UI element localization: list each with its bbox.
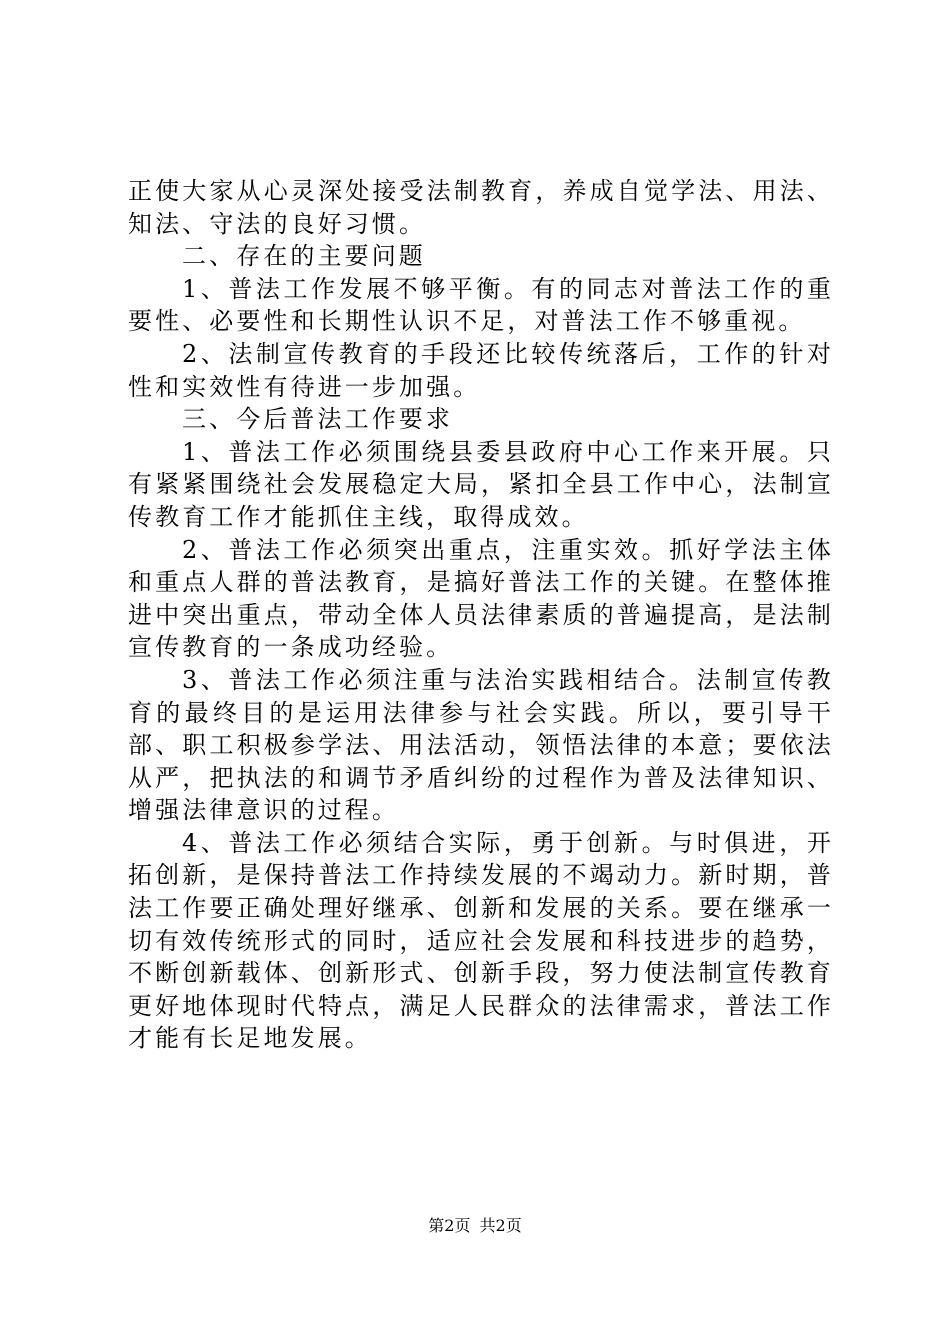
paragraph-requirement-1: 1、普法工作必须围绕县委县政府中心工作来开展。只有紧紧围绕社会发展稳定大局，紧扣全县工作中心，法制宣传教育工作才能抓住主线，取得成效。 [128, 437, 834, 531]
page-number: 第2页 [428, 1216, 471, 1235]
page-total: 共2页 [479, 1216, 522, 1235]
paragraph-problem-2: 2、法制宣传教育的手段还比较传统落后，工作的针对性和实效性有待进一步加强。 [128, 339, 834, 401]
section-heading-problems: 二、存在的主要问题 [182, 242, 426, 271]
paragraph-requirement-2: 2、普法工作必须突出重点，注重实效。抓好学法主体和重点人群的普法教育，是搞好普法工作的关键。在整体推进中突出重点，带动全体人员法律素质的普遍提高，是法制宣传教育的一条成功经验。 [128, 535, 834, 662]
document-body [128, 175, 834, 1055]
paragraph-problem-1: 1、普法工作发展不够平衡。有的同志对普法工作的重要性、必要性和长期性认识不足，对普法工作不够重视。 [128, 274, 834, 336]
paragraph-requirement-3: 3、普法工作必须注重与法治实践相结合。法制宣传教育的最终目的是运用法律参与社会实践。所以，要引导干部、职工积极参学法、用法活动，领悟法律的本意；要依法从严，把执法的和调节矛盾纠纷的过程作为普及法律知识、增强法律意识的过程。 [128, 665, 834, 825]
paragraph-continuation: 正使大家从心灵深处接受法制教育，养成自觉学法、用法、知法、守法的良好习惯。 [128, 177, 834, 238]
page-footer [0, 1216, 950, 1236]
section-heading-requirements: 三、今后普法工作要求 [182, 405, 453, 434]
paragraph-requirement-4: 4、普法工作必须结合实际，勇于创新。与时俱进，开拓创新，是保持普法工作持续发展的不竭动力。新时期，普法工作要正确处理好继承、创新和发展的关系。要在继承一切有效传统形式的同时，适应社会发展和科技进步的趋势，不断创新载体、创新形式、创新手段，努力使法制宣传教育更好地体现时代特点，满足人民群众的法律需求，普法工作才能有长足地发展。 [128, 828, 834, 1053]
